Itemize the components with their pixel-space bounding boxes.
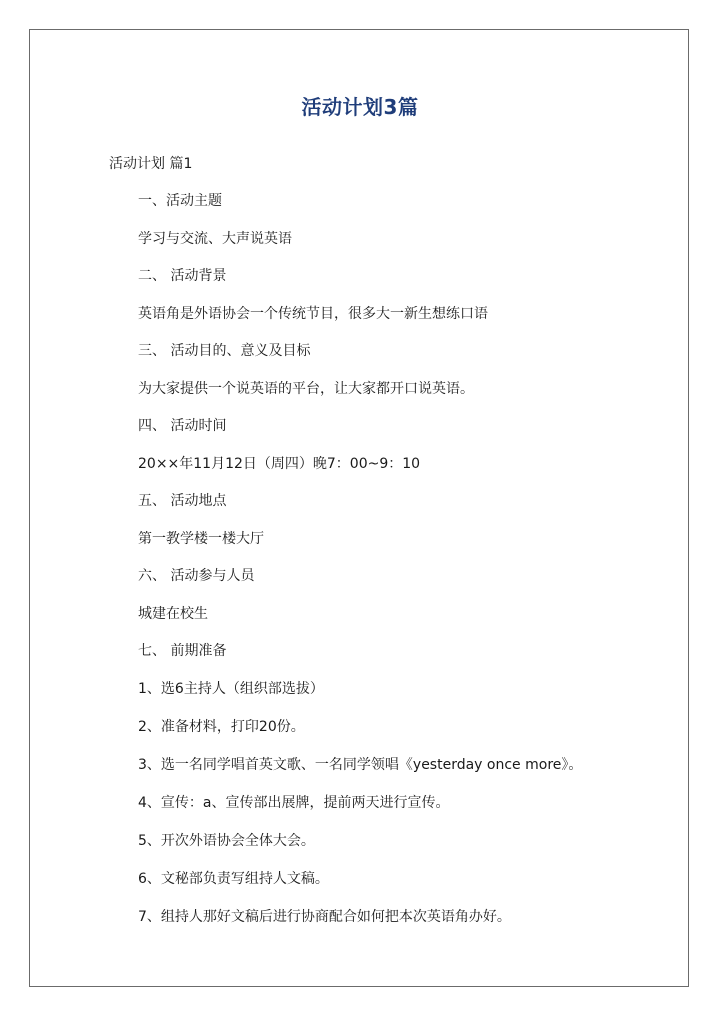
heading-participants: 六、 活动参与人员	[138, 568, 255, 584]
paragraph-location: 第一教学楼一楼大厅	[138, 531, 264, 547]
paragraph-participants: 城建在校生	[138, 606, 208, 622]
heading-time: 四、 活动时间	[138, 418, 227, 434]
paragraph-time: 20××年11月12日（周四）晚7：00~9：10	[138, 456, 421, 472]
list-item: 5、开次外语协会全体大会。	[138, 833, 315, 849]
paragraph-background: 英语角是外语协会一个传统节目，很多大一新生想练口语	[138, 306, 488, 322]
heading-purpose: 三、 活动目的、意义及目标	[138, 343, 311, 359]
list-item: 1、选6主持人（组织部选拔）	[138, 681, 324, 697]
heading-location: 五、 活动地点	[138, 493, 227, 509]
list-item: 3、选一名同学唱首英文歌、一名同学领唱《yesterday once more》。	[138, 757, 583, 773]
heading-theme: 一、活动主题	[138, 193, 222, 209]
list-item: 4、宣传：a、宣传部出展牌，提前两天进行宣传。	[138, 795, 450, 811]
section-heading: 活动计划 篇1	[109, 156, 193, 172]
list-item: 2、准备材料，打印20份。	[138, 719, 305, 735]
paragraph-theme: 学习与交流、大声说英语	[138, 231, 292, 247]
list-item: 7、组持人那好文稿后进行协商配合如何把本次英语角办好。	[138, 909, 511, 925]
list-item: 6、文秘部负责写组持人文稿。	[138, 871, 329, 887]
document-title: 活动计划3篇	[301, 95, 419, 119]
heading-background: 二、 活动背景	[138, 268, 227, 284]
heading-preparation: 七、 前期准备	[138, 643, 227, 659]
paragraph-purpose: 为大家提供一个说英语的平台，让大家都开口说英语。	[138, 381, 474, 397]
